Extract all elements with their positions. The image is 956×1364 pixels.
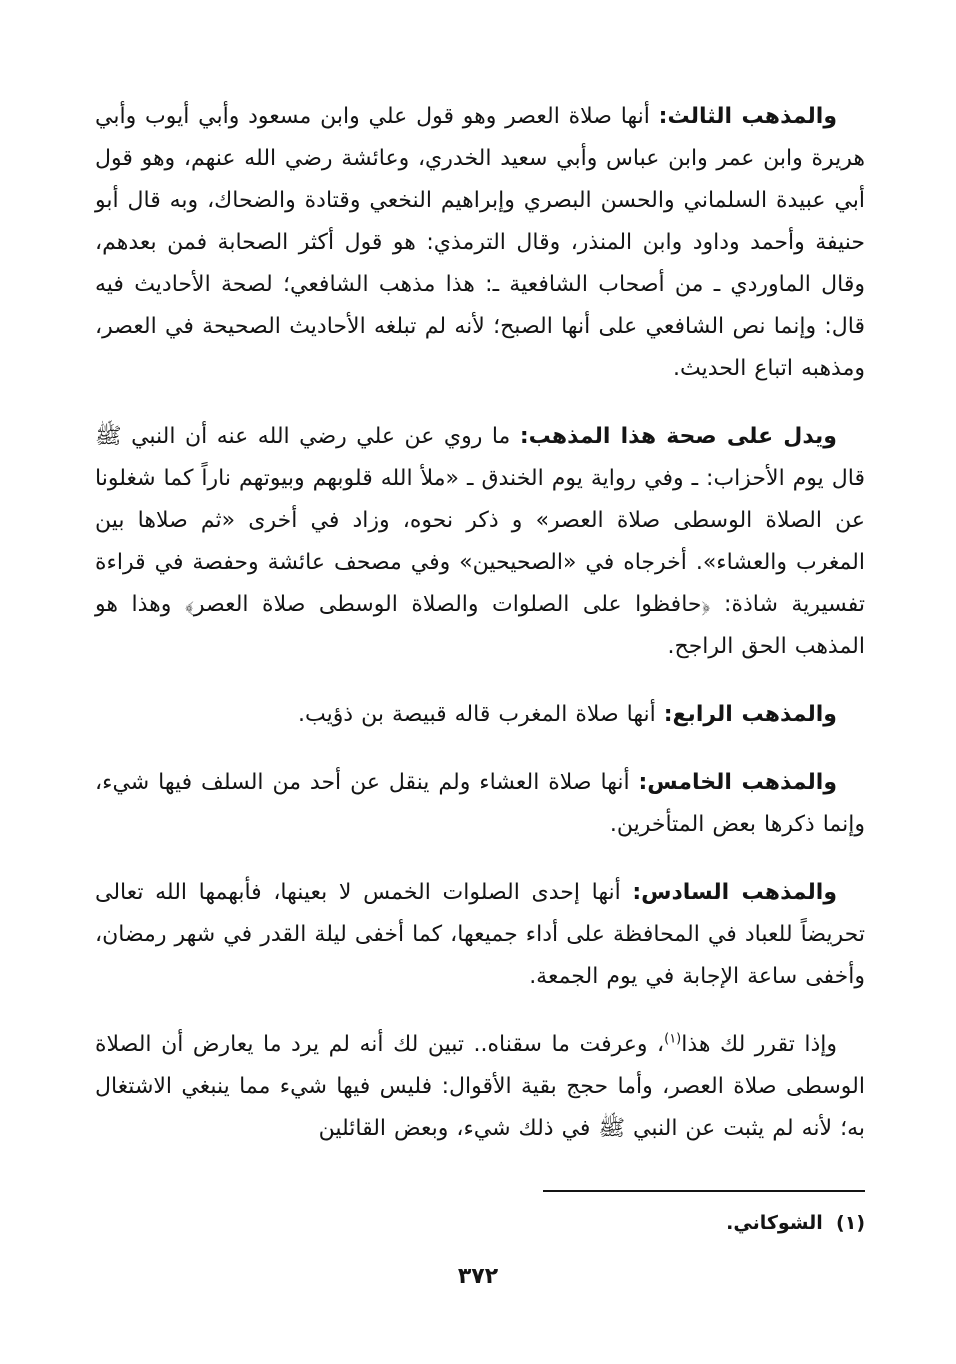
paragraph-text: أنها إحدى الصلوات الخمس لا بعينها، فأبهمها الله تعالى تحريضاً للعباد في المحافظة على أداء جميعها، كما أخفى ليلة القدر في شهر رمضان، وأخفى ساعة الإجابة في يوم الجمعة. xyxy=(95,880,865,989)
paragraph-heading: والمذهب الرابع: xyxy=(663,702,837,727)
paragraph-evidence xyxy=(95,416,865,668)
footnote-separator xyxy=(543,1190,865,1192)
paragraph-text: أنها صلاة المغرب قاله قبيصة بن ذؤيب. xyxy=(297,702,664,727)
footnote xyxy=(726,1208,865,1238)
page-body xyxy=(95,96,865,1176)
paragraph-text: ما روي عن علي رضي الله عنه أن النبي ﷺ قال يوم الأحزاب: ـ وفي رواية يوم الخندق ـ «ملأ الله قلوبهم وبيوتهم ناراً كما شغلونا عن الصلاة الوسطى صلاة العصر» و ذكر نحوه، وزاد في أخرى «ثم صلاها بين المغرب والعشاء». أخرجاه في «الصحيحين» وفي مصحف عائشة وحفصة في قراءة تفسيرية شاذة: ﴿حافظوا على الصلوات والصلاة الوسطى صلاة العصر﴾ وهذا هو المذهب الحق الراجح. xyxy=(95,424,865,659)
footnote-reference: (١) xyxy=(664,1031,682,1047)
footnote-marker: (١) xyxy=(836,1212,865,1234)
paragraph-fourth-opinion xyxy=(95,694,865,736)
page-number: ٣٧٢ xyxy=(457,1264,499,1289)
paragraph-heading: والمذهب الثالث: xyxy=(658,104,837,129)
paragraph-heading: والمذهب الخامس: xyxy=(638,770,837,795)
paragraph-text-start: وإذا تقرر لك هذا xyxy=(681,1032,837,1057)
paragraph-text: أنها صلاة العصر وهو قول علي وابن مسعود وأبي أيوب وأبي هريرة وابن عمر وابن عباس وأبي سعيد الخدري، وعائشة رضي الله عنهم، وهو قول أبي عبيدة السلماني والحسن البصري وإبراهيم النخعي وقتادة والضحاك، وبه قال أبو حنيفة وأحمد وداود وابن المنذر، وقال الترمذي: هو قول أكثر الصحابة فمن بعدهم، وقال الماوردي ـ من أصحاب الشافعية ـ: هذا مذهب الشافعي؛ لصحة الأحاديث فيه قال: وإنما نص الشافعي على أنها الصبح؛ لأنه لم تبلغه الأحاديث الصحيحة في العصر، ومذهبه اتباع الحديث. xyxy=(95,104,865,381)
paragraph-heading: ويدل على صحة هذا المذهب: xyxy=(519,424,837,449)
paragraph-text-rest: ، وعرفت ما سقناه.. تبين لك أنه لم يرد ما يعارض أن الصلاة الوسطى صلاة العصر، وأما حجج بقية الأقوال: فليس فيها شيء مما ينبغي الاشتغال به؛ لأنه لم يثبت عن النبي ﷺ في ذلك شيء، وبعض القائلين xyxy=(95,1032,865,1141)
footnote-text: الشوكاني. xyxy=(726,1212,823,1234)
paragraph-fifth-opinion xyxy=(95,762,865,846)
paragraph-text: أنها صلاة العشاء ولم ينقل عن أحد من السلف فيها شيء، وإنما ذكرها بعض المتأخرين. xyxy=(95,770,865,837)
paragraph-heading: والمذهب السادس: xyxy=(632,880,837,905)
paragraph-conclusion xyxy=(95,1024,865,1150)
paragraph-third-opinion xyxy=(95,96,865,390)
paragraph-sixth-opinion xyxy=(95,872,865,998)
